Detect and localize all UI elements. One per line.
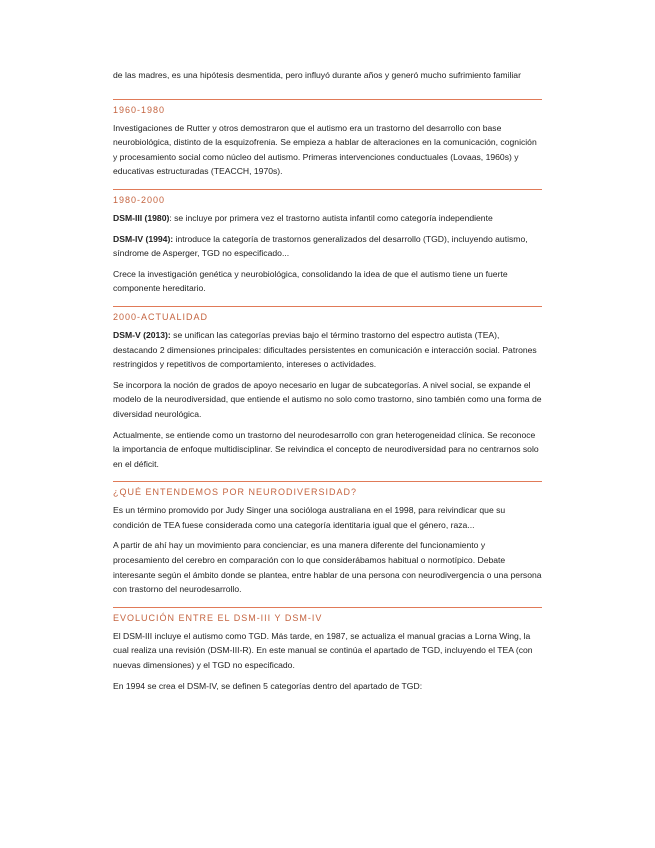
paragraph-dsm-iv: DSM-IV (1994): introduce la categoría de trastornos generalizados del desarrollo (TGD), incluyendo autismo, síndrome de Asperger, TGD no especificado... (113, 233, 528, 259)
paragraph: Investigaciones de Rutter y otros demostraron que el autismo era un trastorno del desarrollo con base neurobiológica, distinto de la esquizofrenia. Se empieza a hablar de alteraciones en la comunicación, cognición y procesamiento social como núcleo del autismo. Primeras intervenciones conductuales (Lovaas, 1960s) y educativas estructuradas (TEACCH, 1970s). (113, 122, 537, 177)
section-heading-1980-2000: 1980-2000 (113, 194, 166, 205)
paragraph: Se incorpora la noción de grados de apoyo necesario en lugar de subcategorías. A nivel social, se expande el modelo de la neurodiversidad, que entiende el autismo no solo como trastorno, sino también como una forma de diversidad neurológica. (113, 379, 542, 419)
section-divider (113, 99, 542, 100)
paragraph-dsm-iii: DSM-III (1980): se incluye por primera vez el trastorno autista infantil como categoría independiente (113, 212, 493, 223)
document-body (113, 68, 542, 693)
section-heading-2000-actualidad: 2000-ACTUALIDAD (113, 311, 209, 322)
paragraph: Actualmente, se entiende como un trastorno del neurodesarrollo con gran heterogeneidad clínica. Se reconoce la importancia de enfoque multidisciplinar. Se reivindica el concepto de neurodiversidad para no centrarnos solo en el déficit. (113, 429, 539, 469)
section-divider (113, 607, 542, 608)
paragraph: El DSM-III incluye el autismo como TGD. Más tarde, en 1987, se actualiza el manual gracias a Lorna Wing, la cual realiza una revisión (DSM-III-R). En este manual se continúa el apartado de TGD, incluyendo el TEA (con nuevas dimensiones) y el TGD no especificado. (113, 630, 533, 671)
section-divider (113, 481, 542, 482)
intro-paragraph: de las madres, es una hipótesis desmentida, pero influyó durante años y generó mucho sufrimiento familiar (113, 70, 521, 80)
paragraph: Es un término promovido por Judy Singer una socióloga australiana en el 1998, para reivindicar que su condición de TEA fuese considerada como una categoría identitaria igual que el género, raza... (113, 505, 506, 530)
paragraph: Crece la investigación genética y neurobiológica, consolidando la idea de que el autismo tiene un fuerte componente hereditario. (113, 268, 508, 294)
paragraph: En 1994 se crea el DSM-IV, se definen 5 categorías dentro del apartado de TGD: (113, 680, 423, 691)
section-divider (113, 189, 542, 190)
section-divider (113, 306, 542, 307)
section-heading-1960-1980: 1960-1980 (113, 104, 166, 115)
paragraph-dsm-v: DSM-V (2013): se unifican las categorías previas bajo el término trastorno del espectro autista (TEA), destacando 2 dimensiones principales: dificultades persistentes en comunicación e interacción social. Patrones restringidos y repetitivos de comportamiento, intereses o actividades. (113, 329, 537, 370)
paragraph: A partir de ahí hay un movimiento para concienciar, es una manera diferente del funcionamiento y procesamiento del cerebro en comparación con lo que considerábamos habitual o normotípico. Debate interesante según el ámbito donde se plantea, entre hablar de una persona con neurodivergencia o una persona con trastorno del neurodesarrollo. (113, 540, 542, 595)
section-heading-neurodiversidad: ¿QUÉ ENTENDEMOS POR NEURODIVERSIDAD? (113, 487, 358, 498)
section-heading-evolucion: EVOLUCIÓN ENTRE EL DSM-III Y DSM-IV (113, 612, 323, 623)
